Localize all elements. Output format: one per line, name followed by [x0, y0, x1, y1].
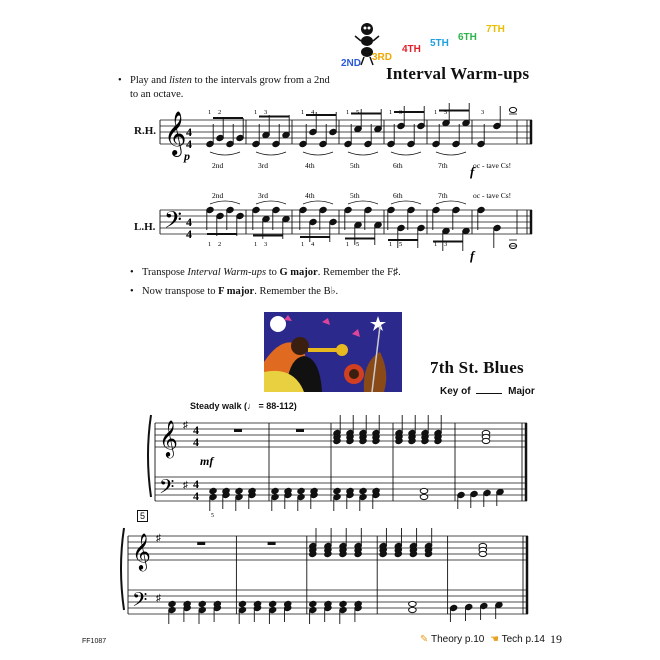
fingering: 1 [389, 109, 393, 116]
fingering: 3 [444, 241, 448, 248]
treble-clef-icon: 𝄞 [159, 420, 178, 456]
page-number: 19 [550, 632, 562, 646]
interval-name: 7th [438, 191, 448, 200]
slur [391, 152, 421, 155]
footer-code: FF1087 [82, 638, 107, 645]
dynamic-mf: mf [200, 454, 214, 468]
dynamic-f: f [470, 164, 475, 179]
interval-name: 7th [438, 161, 448, 170]
time-signature: 4 [193, 477, 199, 491]
fingering: 1 [389, 241, 393, 248]
fingering: 1 [208, 109, 212, 116]
note-head [333, 487, 341, 494]
fingering: 1 [434, 241, 438, 248]
interval-name: 3rd [258, 191, 268, 200]
interval-5th-label: 5TH [430, 38, 449, 49]
lh-staff [160, 190, 532, 270]
interval-name: 2nd [212, 161, 224, 170]
key-blank[interactable] [476, 384, 502, 394]
fingering: 5 [211, 513, 214, 519]
blues-system-2 [118, 518, 532, 628]
fingering: 2 [218, 241, 222, 248]
fingering: 4 [311, 109, 315, 116]
fingering: 5 [356, 109, 360, 116]
svg-text:4: 4 [186, 227, 192, 241]
whole-rest [234, 429, 242, 432]
interval-name: 2nd [212, 191, 224, 200]
note-head [168, 600, 176, 607]
key-signature: ♯ [156, 593, 161, 604]
fingering: 1 [254, 241, 258, 248]
slur [210, 201, 240, 204]
svg-text:4: 4 [186, 137, 192, 151]
time-signature: 4 [193, 489, 199, 503]
slur [436, 201, 466, 204]
note-head [339, 600, 347, 607]
fingering: 5 [399, 241, 403, 248]
fingering: 1 [301, 109, 305, 116]
transpose-line-2: • Now transpose to F major. Remember the B♭. [130, 286, 339, 297]
fingering: 1 [301, 241, 305, 248]
bass-clef-icon: 𝄢 [159, 477, 175, 503]
note-head [209, 487, 217, 494]
warmups-instruction: • Play and listen to the intervals grow from a 2nd to an octave. [118, 75, 330, 100]
whole-note [479, 551, 487, 556]
pencil-icon: ✎ [420, 634, 429, 645]
footer-tech-link[interactable]: ☚ Tech p.14 [490, 634, 545, 645]
fingering: 3 [399, 109, 403, 116]
note-head [198, 600, 206, 607]
lh-label: L.H. [134, 221, 156, 233]
slur [256, 152, 286, 155]
fingering: 3 [264, 241, 268, 248]
whole-note [482, 438, 490, 443]
time-signature: 4 [193, 435, 199, 449]
interval-4th-label: 4TH [402, 44, 421, 55]
note-head [297, 487, 305, 494]
transpose-line-1: • Transpose Interval Warm-ups to G major. Remember the F♯. [130, 267, 401, 278]
fingering: 3 [481, 109, 485, 116]
note-head [271, 487, 279, 494]
svg-text:4: 4 [186, 125, 192, 139]
rh-staff [160, 100, 532, 180]
hand-icon: ☚ [490, 634, 499, 645]
fingering: 2 [218, 109, 222, 116]
fingering: 5 [356, 241, 360, 248]
blues-key-line: Key of Major [440, 386, 535, 397]
tempo-marking: Steady walk (♩ = 88-112) [190, 401, 297, 411]
dynamic-f-lh: f [470, 248, 475, 263]
whole-rest [268, 542, 276, 545]
whole-rest [197, 542, 205, 545]
slur [256, 201, 286, 204]
slur [303, 152, 333, 155]
interval-name: 4th [305, 161, 315, 170]
interval-name: 4th [305, 191, 315, 200]
fingering: 4 [311, 241, 315, 248]
key-signature: ♯ [156, 533, 161, 544]
jazz-musicians-illustration [264, 312, 402, 392]
note-head [238, 600, 246, 607]
interval-name: 3rd [258, 161, 268, 170]
svg-text:4: 4 [186, 215, 192, 229]
slur [303, 201, 333, 204]
dynamic-p: p [184, 149, 190, 163]
bass-clef-icon: 𝄢 [132, 590, 148, 616]
interval-7th-label: 7TH [486, 24, 505, 35]
interval-name: 6th [393, 191, 403, 200]
interval-2nd-label: 2ND [341, 58, 362, 69]
footer-theory-link[interactable]: ✎ Theory p.10 [420, 634, 485, 645]
note-head [309, 600, 317, 607]
interval-name: 5th [350, 191, 360, 200]
interval-name: oc - tave Cs! [473, 191, 512, 200]
treble-clef-icon: 𝄞 [132, 533, 151, 569]
interval-3rd-label: 3RD [372, 52, 393, 63]
fingering: 1 [434, 109, 438, 116]
slur [391, 201, 421, 204]
slur [436, 152, 466, 155]
whole-note [509, 107, 516, 112]
slur [348, 152, 378, 155]
treble-clef-icon: 𝄞 [164, 113, 187, 155]
fingering: 1 [254, 109, 258, 116]
fingering: 5 [444, 109, 448, 116]
whole-note [409, 601, 417, 606]
note-head [359, 487, 367, 494]
bullet-dot: • [118, 75, 122, 86]
time-signature: 4 [193, 423, 199, 437]
rh-label: R.H. [134, 125, 156, 137]
slur [210, 152, 240, 155]
fingering: 1 [346, 241, 350, 248]
whole-rest [296, 429, 304, 432]
fingering: 1 [346, 109, 350, 116]
note-head [269, 600, 277, 607]
key-signature: ♯ [183, 420, 188, 431]
fingering: 3 [264, 109, 268, 116]
blues-title: 7th St. Blues [430, 358, 524, 377]
fingering: 1 [208, 241, 212, 248]
bass-clef-icon: 𝄢 [164, 208, 183, 239]
blues-system-1 [145, 405, 531, 519]
interval-name: 5th [350, 161, 360, 170]
measure-number-box: 5 [137, 510, 148, 522]
key-signature: ♯ [183, 480, 188, 491]
note-head [235, 487, 243, 494]
interval-6th-label: 6TH [458, 32, 477, 43]
interval-name: oc - tave Cs! [473, 161, 512, 170]
interval-name: 6th [393, 161, 403, 170]
whole-note [409, 607, 417, 612]
whole-note [420, 488, 428, 493]
whole-note [420, 494, 428, 499]
slur [348, 201, 378, 204]
warmups-title: Interval Warm-ups [386, 64, 530, 83]
